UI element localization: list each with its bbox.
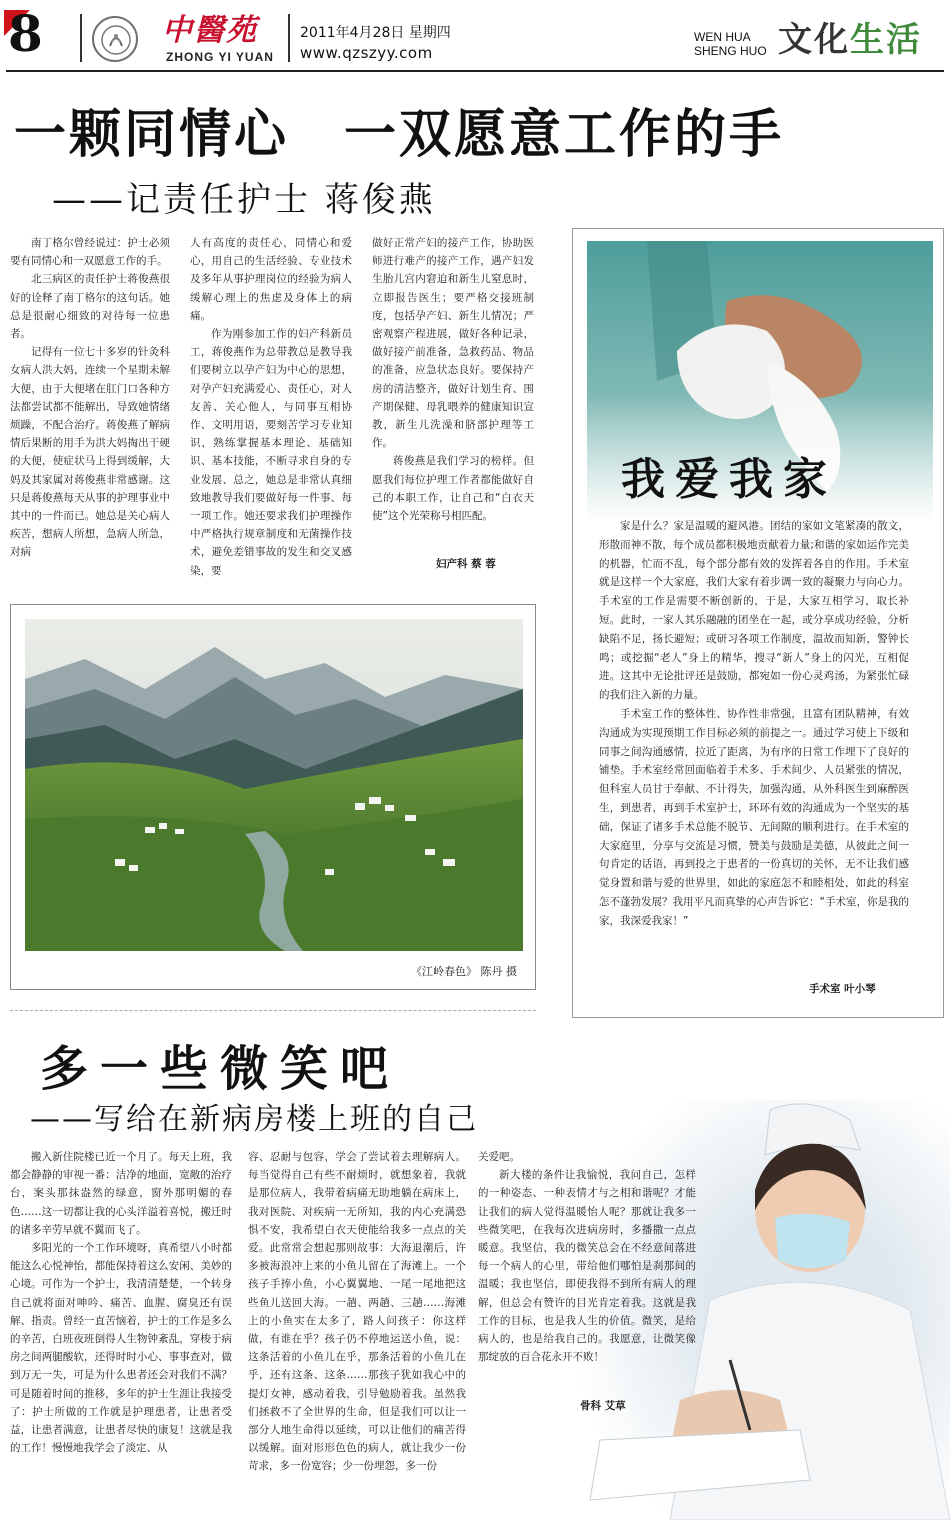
article2-box (572, 228, 944, 1018)
article2-byline: 手术室 叶小琴 (809, 983, 876, 995)
section-divider (10, 1010, 536, 1011)
paragraph: 家是什么？家是温暖的避风港。团结的家如文笔紧凑的散文，形散而神不散，每个成员都积极地贡献着力量;和谐的家如运作完美的机器，忙而不乱，每个部分都有效的发挥着各自的作用。手术室就是这样一个大家庭，我们大家有着步调一致的凝聚力与向心力。手术室的工作是需要不断创新的，于是，大家互相学习，取长补短。此时，一家人其乐融融的团坐在一起，或分享成功经验，分析缺陷不足，扬长避短；或研习各项工作制度，温故而知新，警钟长鸣；或挖掘“老人”身上的精华，搜寻“新人”身上的闪光，互相促进。这其中无论批评还是鼓励，都宛如一份心灵鸡汤，为紧张忙碌的我们注入新的力量。 (599, 520, 909, 702)
paragraph: 南丁格尔曾经说过：护士必须要有同情心和一双愿意工作的手。 (10, 237, 170, 268)
issue-date: 2011年4月28日 星期四 (300, 25, 451, 41)
article2-headline: 我爱我家 (621, 454, 837, 505)
section-pinyin-line: SHENG HUO (694, 44, 767, 58)
landscape-photo-caption: 《江岭春色》 陈丹 摄 (411, 965, 517, 978)
masthead-rule (6, 70, 944, 72)
masthead (0, 0, 950, 72)
paragraph: 人有高度的责任心，同情心和爱心，用自己的生活经验、专业技术及多年从事护理岗位的经验为病人缓解心理上的焦虑及身体上的病痛。 (190, 237, 352, 322)
article3-column-2 (248, 1148, 466, 1516)
hospital-emblem-icon (92, 16, 138, 62)
article1-byline: 妇产科 蔡 蓉 (436, 558, 496, 570)
masthead-divider (80, 14, 82, 62)
paragraph: 记得有一位七十多岁的针灸科女病人洪大妈，连续一个星期未解大便，由于大便堵在肛门口各种方法都尝试都不能解出，导致她情绪烦躁，不配合治疗。蒋俊燕了解病情后果断的用手为洪大妈掏出干硬的大便，使症状马上得到缓解，大妈及其家属对蒋俊燕非常感谢。这只是蒋俊燕每天从事的护理事业中其中的一件而已。她总是关心病人疾苦，想病人所想，急病人所急，对病 (10, 346, 170, 559)
section-pinyin-line: WEN HUA (694, 30, 751, 44)
newspaper-title: 中醫苑 (162, 13, 258, 48)
masthead-divider (288, 14, 290, 62)
newspaper-title-pinyin: ZHONG YI YUAN (166, 50, 274, 64)
article3-column-3 (478, 1148, 696, 1398)
article3-column-1 (10, 1148, 232, 1516)
section-name-part: 文化 (778, 20, 850, 60)
paragraph: 作为刚参加工作的妇产科新员工，蒋俊燕作为总带教总是教导我们要树立以孕产妇为中心的思想，对孕产妇充满爱心、责任心，对人友善、关心他人，与同事互相协作、文明用语，要刻苦学习专业知识，熟练掌握基本理论、基础知识、基本技能，不断寻求自身的专业发展、总之，她总是非常认真细致地教导我们要做好每一件事、每一项工作。她还要求我们护理操作中严格执行规章制度和无菌操作技术，避免差错事故的发生和交叉感染，要 (190, 328, 352, 577)
paragraph: 多阳光的一个工作环境呀，真希望八小时都能这么心悦神怡，都能保持着这么安闲、美妙的心境。可作为一个护士，我清清楚楚，一个转身自己就将面对呻吟、痛苦、血腥、腐臭还有误解、指责。曾经一直苦恼着，护士的工作是多么的辛苦，白班夜班倒得人生物钟紊乱，穿梭于病房之间两腿酸软，还得时时小心、事事查对，做到万无一失，可是为什么患者还会对我们不满？可是随着时间的推移，多年的护士生涯让我接受了：护士所做的工作就是护理患者，让患者受益，让患者满意，让患者尽快的康复！这就是我的工作！慢慢地我学会了淡定、从 (10, 1242, 232, 1455)
article2-body (599, 517, 909, 979)
paragraph: 手术室工作的整体性、协作性非常强，且富有团队精神，有效沟通成为实现预期工作目标必须的前提之一。通过学习使上下级和同事之间沟通感情，拉近了距离，为有序的日常工作埋下了良好的铺垫。手术室经常回面临着手术多、手术间少、人员紧张的情况，但科室人员甘于奉献、不计得失，加强沟通，从外科医生到麻醉医生，到患者，再到手术室护士，环环有效的沟通成为一个坚实的基础，保证了诸多手术总能不脱节、无间隙的顺利进行。在手术室的大家庭里，分享与交流是习惯，赞美与鼓励是美德，从彼此之间一句肯定的话语，再到投之于患者的一份真切的关怀，无不让我们感觉身置和谐与爱的世界里，如此的家庭怎不和睦相处，如此的科室怎不蓬勃发展？我用平凡而真挚的心声告诉它：“手术室，你是我的家，我深爱我家！” (599, 707, 909, 927)
article1-subhead: ——记责任护士 蒋俊燕 (52, 180, 436, 220)
section-name-pinyin (694, 30, 767, 58)
website-url[interactable]: www.qzszyy.com (300, 44, 433, 62)
article1-column-1 (10, 234, 170, 594)
paragraph: 搬入新住院楼已近一个月了。每天上班，我都会静静的审视一番：洁净的地面，宽敞的治疗台，案头那抹盎然的绿意，窗外那明媚的春色……这一切都让我的心头洋溢着喜悦，搬迁时的诸多辛劳早就不翼而飞了。 (10, 1151, 232, 1236)
paragraph: 关爱吧。 (478, 1151, 520, 1163)
article3-headline: 多一些微笑吧 (40, 1041, 401, 1097)
section-name (778, 18, 922, 62)
landscape-photo (25, 619, 523, 951)
paragraph: 做好正常产妇的接产工作，协助医师进行难产的接产工作，遇产妇发生胎儿宫内窘迫和新生儿窒息时，立即报告医生；要严格交接班制度，包括孕产妇、新生儿情况；严密观察产程进展，做好各种记录，做好接产前准备，急救药品、物品的准备，应急状态良好。要保持产房的清洁整齐，做好计划生育、围产期保健、母乳喂养的健康知识宣教，新生儿洗澡和脐部护理等工作。 (372, 237, 534, 450)
article3-subhead: ——写给在新病房楼上班的自己 (30, 1102, 478, 1137)
section-name-part: 生活 (850, 20, 922, 60)
landscape-photo-frame (10, 604, 536, 990)
article1-headline: 一颗同情心 一双愿意工作的手 (14, 105, 785, 165)
paragraph: 容、忍耐与包容，学会了尝试着去理解病人。每当觉得自己有些不耐烦时，就想象着，我就是那位病人，我带着病痛无助地躺在病床上，我对医院、对疾病一无所知，我的内心充满恐惧不安，我希望白衣天使能给我多一点点的关爱。此常常会想起那则故事：大海退潮后，许多被海浪冲上来的小鱼儿留在了海滩上。一个孩子手捧小鱼，小心翼翼地、一尾一尾地把这些鱼儿送回大海。一趟、两趟、三趟……海滩上的小鱼实在太多了，路人问孩子：你这样做，有谁在乎？孩子仍不停地运送小鱼，说：这条活着的小鱼儿在乎，那条活着的小鱼儿在乎，还有这条、这条……那孩子犹如我心中的提灯女神，感动着我，引导勉励着我。虽然我们拯救不了全世界的生命，但是我们可以让一部分人地生命得以延续，可以让他们的痛苦得以缓解。面对形形色色的病人，就让我少一份苛求，多一份宽容；少一份埋怨，多一份 (248, 1151, 466, 1473)
article1-column-2 (190, 234, 352, 594)
paragraph: 新大楼的条件让我愉悦，我问自己，怎样的一种姿态、一种表情才与之相和谐呢？才能让我们的病人觉得温暖怡人呢？那就让我多一些微笑吧，在我每次进病房时，多播撒一点点暖意。我坚信，我的微笑总会在不经意间落进每一个病人的心里，带给他们哪怕是刹那间的温暖；我也坚信，即使我得不到所有病人的理解，但总会有赞许的目光肯定着我。这就是我工作的目标，也是我人生的价值。微笑，是给病人的，也是给我自己的。我愿意，让微笑像那绽放的百合花永开不败！ (478, 1169, 696, 1364)
article3-byline: 骨科 艾草 (580, 1400, 626, 1412)
paragraph: 北三病区的责任护士蒋俊燕很好的诠释了南丁格尔的这句话。她总是很耐心细致的对待每一位患者。 (10, 273, 170, 341)
page-number: 8 (8, 4, 43, 63)
paragraph: 蒋俊燕是我们学习的榜样。但愿我们每位护理工作者都能做好自己的本职工作，让自己和“白衣天使”这个光荣称号相匹配。 (372, 455, 534, 523)
article1-column-3 (372, 234, 534, 554)
